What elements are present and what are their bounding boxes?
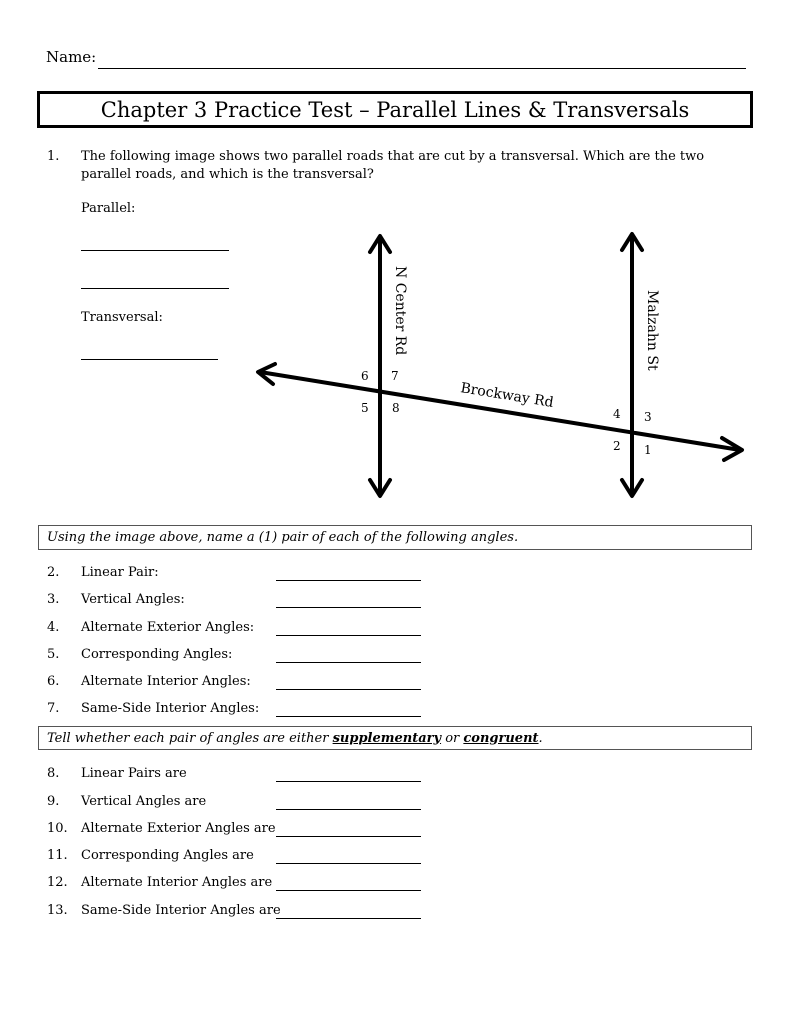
n-center-rd-label: N Center Rd <box>392 266 408 356</box>
angle-4-label: 4 <box>613 407 621 421</box>
question-1-text-line2: parallel roads, and which is the transversal? <box>81 167 374 182</box>
transversal-label: Transversal: <box>81 310 163 325</box>
item-10-answer-line[interactable] <box>276 836 421 837</box>
item-13-label: Same-Side Interior Angles are <box>81 903 281 918</box>
question-1-text-line1: The following image shows two parallel roads that are cut by a transversal. Which are the two <box>81 149 705 164</box>
item-13-answer-line[interactable] <box>276 918 421 919</box>
section-1-instruction <box>38 525 752 550</box>
item-5-answer-line[interactable] <box>276 662 421 663</box>
question-1-number: 1. <box>47 149 60 164</box>
item-7-answer-line[interactable] <box>276 716 421 717</box>
item-13-number: 13. <box>47 903 68 918</box>
item-5-label: Corresponding Angles: <box>81 647 233 662</box>
section-2-instruction <box>38 726 752 750</box>
brockway-rd-label: Brockway Rd <box>459 380 555 411</box>
parallel-label: Parallel: <box>81 201 136 216</box>
item-6-number: 6. <box>47 674 60 689</box>
item-9-label: Vertical Angles are <box>81 794 207 809</box>
item-2-number: 2. <box>47 565 60 580</box>
item-3-number: 3. <box>47 592 60 607</box>
item-5-number: 5. <box>47 647 60 662</box>
malzahn-st-label: Malzahn St <box>644 290 660 371</box>
item-12-number: 12. <box>47 875 68 890</box>
brockway-rd-line <box>260 372 740 450</box>
item-6-answer-line[interactable] <box>276 689 421 690</box>
name-label: Name: <box>46 48 97 66</box>
item-9-number: 9. <box>47 794 60 809</box>
item-4-answer-line[interactable] <box>276 635 421 636</box>
item-7-number: 7. <box>47 701 60 716</box>
supplementary-word: supplementary <box>332 730 442 746</box>
item-7-label: Same-Side Interior Angles: <box>81 701 260 716</box>
section-1-instruction-text: Using the image above, name a (1) pair of each of the following angles. <box>47 530 519 545</box>
angle-6-label: 6 <box>361 369 369 383</box>
item-8-label: Linear Pairs are <box>81 766 187 781</box>
item-10-label: Alternate Exterior Angles are <box>81 821 276 836</box>
item-12-label: Alternate Interior Angles are <box>81 875 273 890</box>
item-4-number: 4. <box>47 620 60 635</box>
angle-1-label: 1 <box>644 443 652 457</box>
item-2-label: Linear Pair: <box>81 565 159 580</box>
item-12-answer-line[interactable] <box>276 890 421 891</box>
section-2-instruction-mid: or <box>441 730 464 746</box>
item-6-label: Alternate Interior Angles: <box>81 674 251 689</box>
item-4-label: Alternate Exterior Angles: <box>81 620 255 635</box>
angle-7-label: 7 <box>391 369 399 383</box>
item-11-answer-line[interactable] <box>276 863 421 864</box>
item-11-number: 11. <box>47 848 68 863</box>
item-8-number: 8. <box>47 766 60 781</box>
item-3-answer-line[interactable] <box>276 607 421 608</box>
section-2-instruction-pre: Tell whether each pair of angles are either <box>47 730 333 746</box>
page-title-text: Chapter 3 Practice Test – Parallel Lines & Transversals <box>100 97 690 122</box>
item-8-answer-line[interactable] <box>276 781 421 782</box>
section-2-instruction-post: . <box>538 730 543 746</box>
angle-5-label: 5 <box>361 401 369 415</box>
angle-8-label: 8 <box>392 401 400 415</box>
angle-3-label: 3 <box>644 410 652 424</box>
item-2-answer-line[interactable] <box>276 580 421 581</box>
item-11-label: Corresponding Angles are <box>81 848 254 863</box>
item-9-answer-line[interactable] <box>276 809 421 810</box>
item-3-label: Vertical Angles: <box>81 592 185 607</box>
item-10-number: 10. <box>47 821 68 836</box>
angle-2-label: 2 <box>613 439 621 453</box>
congruent-word: congruent <box>463 730 539 746</box>
